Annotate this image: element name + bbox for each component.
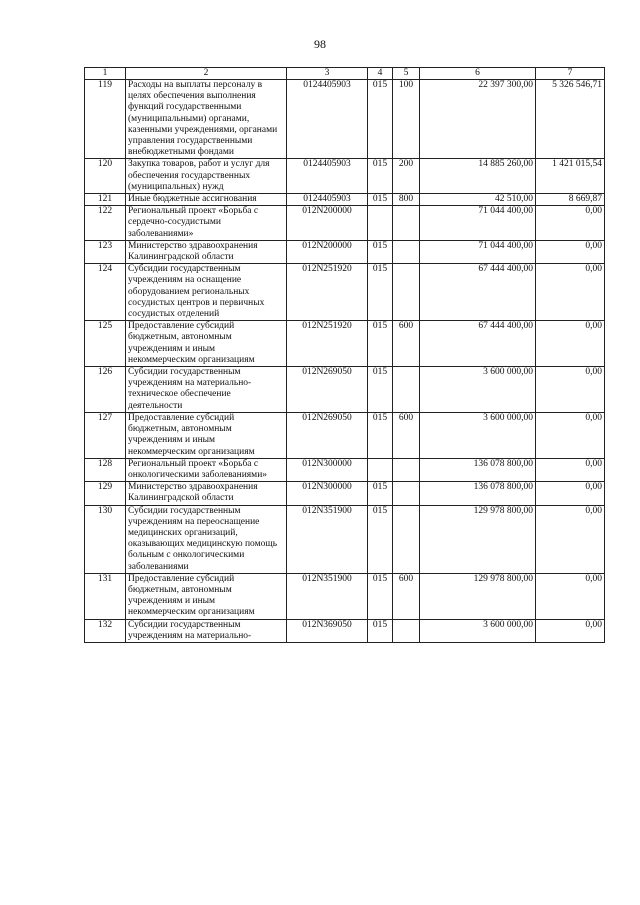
column-header: 2 — [126, 68, 287, 80]
expense-type-cell: 600 — [393, 412, 420, 458]
expense-type-cell — [393, 240, 420, 263]
target-code-cell: 012N251920 — [287, 321, 368, 367]
expense-type-cell — [393, 206, 420, 241]
row-number-cell: 127 — [85, 412, 126, 458]
grbs-cell: 015 — [368, 194, 393, 206]
row-number-cell: 120 — [85, 159, 126, 194]
target-code-cell: 012N351900 — [287, 573, 368, 619]
amount-cell: 67 444 400,00 — [420, 264, 536, 321]
table-row — [85, 206, 605, 241]
executed-cell: 0,00 — [536, 482, 605, 505]
expense-type-cell — [393, 619, 420, 642]
column-header: 5 — [393, 68, 420, 80]
target-code-cell: 012N300000 — [287, 458, 368, 481]
executed-cell: 0,00 — [536, 619, 605, 642]
budget-table — [84, 67, 605, 643]
row-number-cell: 128 — [85, 458, 126, 481]
expense-type-cell — [393, 264, 420, 321]
table-row — [85, 619, 605, 642]
column-header: 7 — [536, 68, 605, 80]
expense-type-cell: 200 — [393, 159, 420, 194]
amount-cell: 22 397 300,00 — [420, 80, 536, 159]
row-name-cell: Региональный проект «Борьба с сердечно-сосудистыми заболеваниями» — [126, 206, 287, 241]
grbs-cell: 015 — [368, 321, 393, 367]
grbs-cell — [368, 206, 393, 241]
executed-cell: 5 326 546,71 — [536, 80, 605, 159]
executed-cell: 0,00 — [536, 412, 605, 458]
expense-type-cell — [393, 482, 420, 505]
row-number-cell: 129 — [85, 482, 126, 505]
row-name-cell: Министерство здравоохранения Калининградской области — [126, 482, 287, 505]
executed-cell: 1 421 015,54 — [536, 159, 605, 194]
expense-type-cell: 800 — [393, 194, 420, 206]
table-row — [85, 482, 605, 505]
row-name-cell: Закупка товаров, работ и услуг для обеспечения государственных (муниципальных) нужд — [126, 159, 287, 194]
target-code-cell: 012N200000 — [287, 240, 368, 263]
grbs-cell: 015 — [368, 505, 393, 573]
column-header: 4 — [368, 68, 393, 80]
row-number-cell: 132 — [85, 619, 126, 642]
expense-type-cell — [393, 458, 420, 481]
grbs-cell: 015 — [368, 367, 393, 413]
row-number-cell: 122 — [85, 206, 126, 241]
row-name-cell: Предоставление субсидий бюджетным, автономным учреждениям и иным некоммерческим организациям — [126, 321, 287, 367]
target-code-cell: 012N351900 — [287, 505, 368, 573]
column-header: 1 — [85, 68, 126, 80]
table-row — [85, 80, 605, 159]
amount-cell: 3 600 000,00 — [420, 412, 536, 458]
target-code-cell: 012N300000 — [287, 482, 368, 505]
target-code-cell: 012N200000 — [287, 206, 368, 241]
table-header-row — [85, 68, 605, 80]
row-name-cell: Предоставление субсидий бюджетным, автономным учреждениям и иным некоммерческим организациям — [126, 573, 287, 619]
amount-cell: 129 978 800,00 — [420, 505, 536, 573]
row-number-cell: 131 — [85, 573, 126, 619]
row-name-cell: Субсидии государственным учреждениям на материально- — [126, 619, 287, 642]
row-name-cell: Субсидии государственным учреждениям на переоснащение медицинских организаций, оказывающих медицинскую помощь больным с онкологическими заболеваниями — [126, 505, 287, 573]
table-row — [85, 367, 605, 413]
expense-type-cell: 600 — [393, 573, 420, 619]
executed-cell: 8 669,87 — [536, 194, 605, 206]
expense-type-cell — [393, 367, 420, 413]
table-row — [85, 321, 605, 367]
grbs-cell: 015 — [368, 412, 393, 458]
grbs-cell: 015 — [368, 159, 393, 194]
grbs-cell: 015 — [368, 264, 393, 321]
grbs-cell — [368, 458, 393, 481]
grbs-cell: 015 — [368, 80, 393, 159]
target-code-cell: 0124405903 — [287, 194, 368, 206]
target-code-cell: 012N369050 — [287, 619, 368, 642]
amount-cell: 136 078 800,00 — [420, 458, 536, 481]
executed-cell: 0,00 — [536, 264, 605, 321]
target-code-cell: 012N251920 — [287, 264, 368, 321]
executed-cell: 0,00 — [536, 458, 605, 481]
table-row — [85, 505, 605, 573]
row-name-cell: Иные бюджетные ассигнования — [126, 194, 287, 206]
row-number-cell: 126 — [85, 367, 126, 413]
amount-cell: 3 600 000,00 — [420, 619, 536, 642]
target-code-cell: 012N269050 — [287, 367, 368, 413]
table-row — [85, 194, 605, 206]
expense-type-cell — [393, 505, 420, 573]
row-number-cell: 119 — [85, 80, 126, 159]
table-row — [85, 240, 605, 263]
grbs-cell: 015 — [368, 573, 393, 619]
grbs-cell: 015 — [368, 240, 393, 263]
table-row — [85, 264, 605, 321]
table-row — [85, 458, 605, 481]
executed-cell: 0,00 — [536, 240, 605, 263]
row-name-cell: Предоставление субсидий бюджетным, автономным учреждениям и иным некоммерческим организациям — [126, 412, 287, 458]
target-code-cell: 0124405903 — [287, 159, 368, 194]
row-number-cell: 121 — [85, 194, 126, 206]
row-name-cell: Министерство здравоохранения Калининградской области — [126, 240, 287, 263]
executed-cell: 0,00 — [536, 367, 605, 413]
amount-cell: 14 885 260,00 — [420, 159, 536, 194]
amount-cell: 71 044 400,00 — [420, 240, 536, 263]
expense-type-cell: 100 — [393, 80, 420, 159]
expense-type-cell: 600 — [393, 321, 420, 367]
amount-cell: 71 044 400,00 — [420, 206, 536, 241]
column-header: 6 — [420, 68, 536, 80]
grbs-cell: 015 — [368, 482, 393, 505]
row-number-cell: 130 — [85, 505, 126, 573]
table-row — [85, 412, 605, 458]
row-number-cell: 123 — [85, 240, 126, 263]
table-row — [85, 573, 605, 619]
amount-cell: 42 510,00 — [420, 194, 536, 206]
amount-cell: 136 078 800,00 — [420, 482, 536, 505]
amount-cell: 129 978 800,00 — [420, 573, 536, 619]
row-number-cell: 124 — [85, 264, 126, 321]
column-header: 3 — [287, 68, 368, 80]
target-code-cell: 012N269050 — [287, 412, 368, 458]
amount-cell: 3 600 000,00 — [420, 367, 536, 413]
grbs-cell: 015 — [368, 619, 393, 642]
amount-cell: 67 444 400,00 — [420, 321, 536, 367]
executed-cell: 0,00 — [536, 321, 605, 367]
page-number: 98 — [314, 37, 326, 51]
table-row — [85, 159, 605, 194]
row-name-cell: Субсидии государственным учреждениям на материально-техническое обеспечение деятельности — [126, 367, 287, 413]
row-name-cell: Расходы на выплаты персоналу в целях обеспечения выполнения функций государственными (муниципальными) органами, казенными учреждениями, органами управления государственными внебюджетными фондами — [126, 80, 287, 159]
executed-cell: 0,00 — [536, 573, 605, 619]
row-name-cell: Региональный проект «Борьба с онкологическими заболеваниями» — [126, 458, 287, 481]
row-number-cell: 125 — [85, 321, 126, 367]
executed-cell: 0,00 — [536, 505, 605, 573]
row-name-cell: Субсидии государственным учреждениям на оснащение оборудованием региональных сосудистых центров и первичных сосудистых отделений — [126, 264, 287, 321]
executed-cell: 0,00 — [536, 206, 605, 241]
target-code-cell: 0124405903 — [287, 80, 368, 159]
